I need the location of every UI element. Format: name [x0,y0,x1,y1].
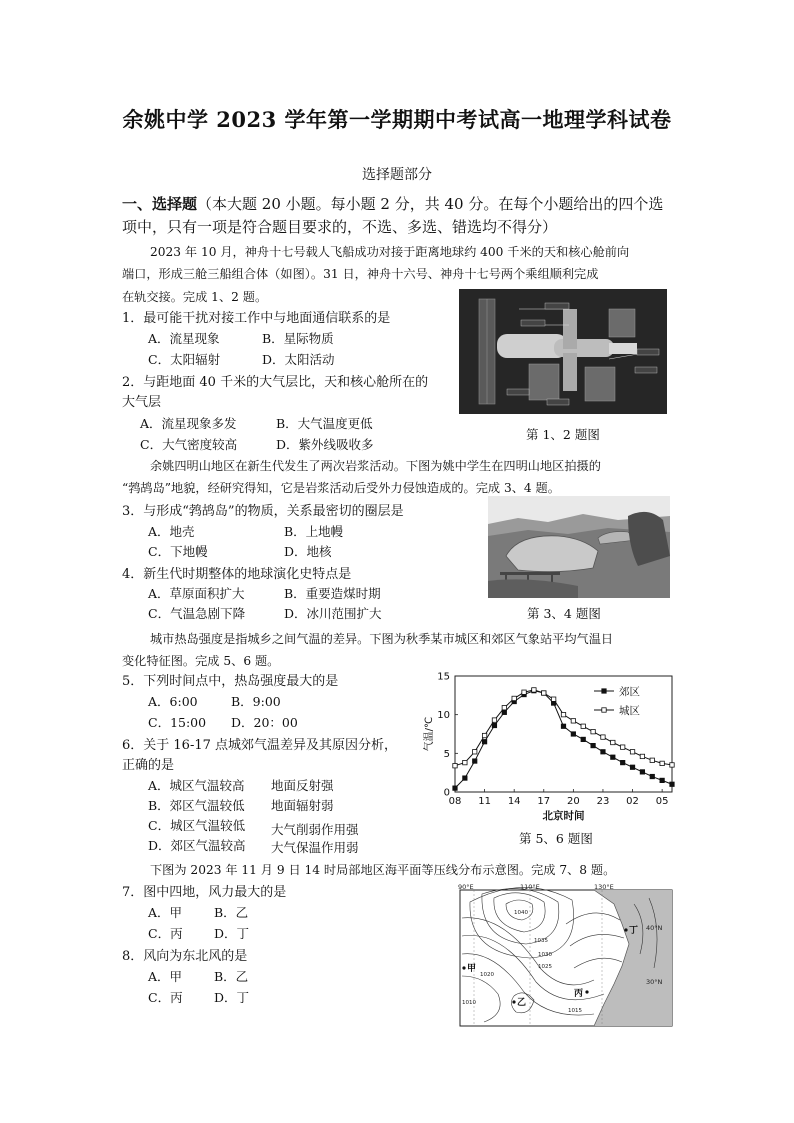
section-heading: 一、选择题 [122,195,198,213]
data-point [561,712,565,716]
q4-option-a[interactable]: A．草原面积扩大 [148,586,245,601]
q2-option-c[interactable]: C．大气密度较高 [140,437,238,452]
passage1-line: 在轨交接。完成 1、2 题。 [122,290,268,304]
fig-5-6-caption: 第 5、6 题图 [519,831,593,846]
section-heading-line2: 项中，只有一项是符合题目要求的，不选、多选、错选均不得分） [122,218,558,236]
legend-label: 城区 [619,705,640,717]
place-yi: 乙 [517,998,527,1008]
q6-option-a[interactable]: A．城区气温较高 [148,778,245,793]
question-5-stem: 5．下列时间点中，热岛强度最大的是 [122,674,339,689]
question-6-stem-cont: 正确的是 [122,758,175,773]
data-point [502,706,506,710]
x-tick-label: 20 [566,796,580,807]
section-heading-line1: 一、选择题（本大题 20 小题。每小题 2 分，共 40 分。在每个小题给出的四个选 [122,195,664,213]
x-tick-label: 05 [655,796,669,807]
data-point [473,759,477,763]
isobar-label: 1025 [538,964,552,970]
q1-option-d[interactable]: D．太阳活动 [262,352,335,367]
data-point [591,743,595,747]
q8-option-a[interactable]: A．甲 [148,969,183,984]
data-point [542,691,546,695]
isobar-label: 1040 [514,910,528,916]
x-axis-label: 北京时间 [542,810,585,822]
fig-1-2-caption: 第 1、2 题图 [526,427,600,442]
data-point [630,750,634,754]
x-tick-label: 08 [448,796,462,807]
data-point [640,770,644,774]
data-point [482,740,486,744]
q4-option-b[interactable]: B．重要造煤时期 [284,586,381,601]
y-tick-label: 0 [443,787,450,799]
lon-label-90: 90°E [458,884,474,891]
data-point [670,782,674,786]
data-point [512,696,516,700]
exam-title: 余姚中学 2023 学年第一学期期中考试高一地理学科试卷 [122,107,672,132]
data-point [581,737,585,741]
question-7-stem: 7．图中四地，风力最大的是 [122,885,287,900]
x-tick-label: 17 [537,796,551,807]
q1-option-c[interactable]: C．太阳辐射 [148,352,221,367]
x-tick-label: 23 [596,796,610,807]
data-point [463,776,467,780]
isobar-label: 1015 [568,1008,582,1014]
passage3-line: 城市热岛强度是指城乡之间气温的差异。下图为秋季某市城区和郊区气象站平均气温日 [150,632,614,646]
data-point [601,750,605,754]
q5-option-a[interactable]: A．6:00 [148,694,198,709]
data-point [502,710,506,714]
fig-3-4-caption: 第 3、4 题图 [527,606,601,621]
q8-option-c[interactable]: C．丙 [148,990,183,1005]
data-point [640,754,644,758]
legend-marker [602,708,606,712]
question-2-stem: 2．与距地面 40 千米的大气层比，天和核心舱所在的 [122,375,429,390]
data-point [650,758,654,762]
data-point [492,718,496,722]
q7-option-c[interactable]: C．丙 [148,926,183,941]
question-1-stem: 1．最可能干扰对接工作中与地面通信联系的是 [122,311,391,326]
isobar-label: 1030 [538,952,552,958]
q5-option-d[interactable]: D．20：00 [231,715,298,730]
data-point [571,732,575,736]
question-4-stem: 4．新生代时期整体的地球演化史特点是 [122,567,352,582]
data-point [611,755,615,759]
data-point [670,763,674,767]
data-point [660,761,664,765]
data-point [522,690,526,694]
q7-option-b[interactable]: B．乙 [214,905,249,920]
data-point [492,723,496,727]
q3-option-c[interactable]: C．下地幔 [148,544,208,559]
space-station-photo [459,289,667,414]
place-jia: 甲 [467,964,477,974]
q7-option-d[interactable]: D．丁 [214,926,250,941]
q1-option-b[interactable]: B．星际物质 [262,331,334,346]
data-point [463,760,467,764]
isobar-label: 1035 [534,938,548,944]
q1-option-a[interactable]: A．流星现象 [148,331,220,346]
y-tick-label: 15 [437,671,450,683]
question-2-stem-cont: 大气层 [122,395,162,410]
x-tick-label: 14 [507,796,521,807]
data-point [620,760,624,764]
x-tick-label: 11 [478,796,491,807]
q2-option-b[interactable]: B．大气温度更低 [276,416,373,431]
place-bing: 丙 [574,989,584,999]
q4-option-d[interactable]: D．冰川范围扩大 [284,606,382,621]
data-point [482,733,486,737]
data-point [650,774,654,778]
data-point [571,719,575,723]
q5-option-b[interactable]: B．9:00 [231,694,281,709]
q4-option-c[interactable]: C．气温急剧下降 [148,606,246,621]
x-tick-label: 02 [626,796,639,807]
q3-option-b[interactable]: B．上地幔 [284,524,344,539]
data-point [581,724,585,728]
q6-option-a-reason: 地面反射强 [271,778,334,793]
lon-label-110: 110°E [520,884,540,891]
data-point [473,750,477,754]
passage1-line: 端口，形成三舱三船组合体（如图）。31 日，神舟十六号、神舟十七号两个乘组顺利完成 [122,267,599,281]
chart-legend [594,686,640,717]
data-point [453,764,457,768]
y-axis-label: 气温/℃ [424,716,435,752]
data-point [591,729,595,733]
data-point [561,724,565,728]
data-point [551,697,555,701]
data-point [532,688,536,692]
data-point [660,778,664,782]
question-3-stem: 3．与形成“鹁鸪岛”的物质，关系最密切的圈层是 [122,504,404,519]
passage3-line: 变化特征图。完成 5、6 题。 [122,654,280,668]
y-tick-label: 10 [437,710,450,722]
q8-option-d[interactable]: D．丁 [214,990,250,1005]
passage1-line: 2023 年 10 月，神舟十七号载人飞船成功对接于距离地球约 400 千米的天和核心舱前向 [150,245,630,259]
q6-option-d[interactable]: D．郊区气温较高 [148,838,246,853]
passage4-line: 下图为 2023 年 11 月 9 日 14 时局部地区海平面等压线分布示意图。完成 7、8 题。 [150,863,616,877]
isobar-label: 1020 [480,972,494,978]
q2-option-d[interactable]: D．紫外线吸收多 [276,437,374,452]
q6-option-c[interactable]: C．城区气温较低 [148,818,246,833]
data-point [620,745,624,749]
lon-label-130: 130°E [594,884,614,891]
q3-option-d[interactable]: D．地核 [284,544,332,559]
data-point [630,765,634,769]
q6-option-b-reason: 地面辐射弱 [271,798,334,813]
y-tick-label: 5 [443,748,450,760]
q6-option-d-reason: 大气保温作用弱 [271,840,359,855]
question-6-stem: 6．关于 16-17 点城郊气温差异及其原因分析， [122,738,398,753]
q8-option-b[interactable]: B．乙 [214,969,249,984]
passage2-line: “鹁鸪岛”地貌，经研究得知，它是岩浆活动后受外力侵蚀造成的。完成 3、4 题。 [122,481,560,495]
passage2-line: 余姚四明山地区在新生代发生了两次岩浆活动。下图为姚中学生在四明山地区拍摄的 [150,459,601,473]
q7-option-a[interactable]: A．甲 [148,905,183,920]
q3-option-a[interactable]: A．地壳 [148,524,195,539]
data-point [601,735,605,739]
chart-series [453,688,674,791]
legend-marker [602,689,606,693]
place-ding: 丁 [629,926,639,936]
landform-photo [488,496,670,598]
lat-label-30: 30°N [646,978,663,986]
data-point [453,786,457,790]
legend-label: 郊区 [619,686,640,698]
question-8-stem: 8．风向为东北风的是 [122,949,248,964]
data-point [611,740,615,744]
isobar-map [444,884,676,1030]
temperature-chart [410,664,680,836]
q5-option-c[interactable]: C．15:00 [148,715,207,730]
q2-option-a[interactable]: A．流星现象多发 [140,416,237,431]
lat-label-40: 40°N [646,924,663,932]
isobar-label: 1010 [462,1000,476,1006]
q6-option-b[interactable]: B．郊区气温较低 [148,798,245,813]
part-subtitle: 选择题部分 [362,167,432,183]
q6-option-c-reason: 大气削弱作用强 [271,822,359,837]
